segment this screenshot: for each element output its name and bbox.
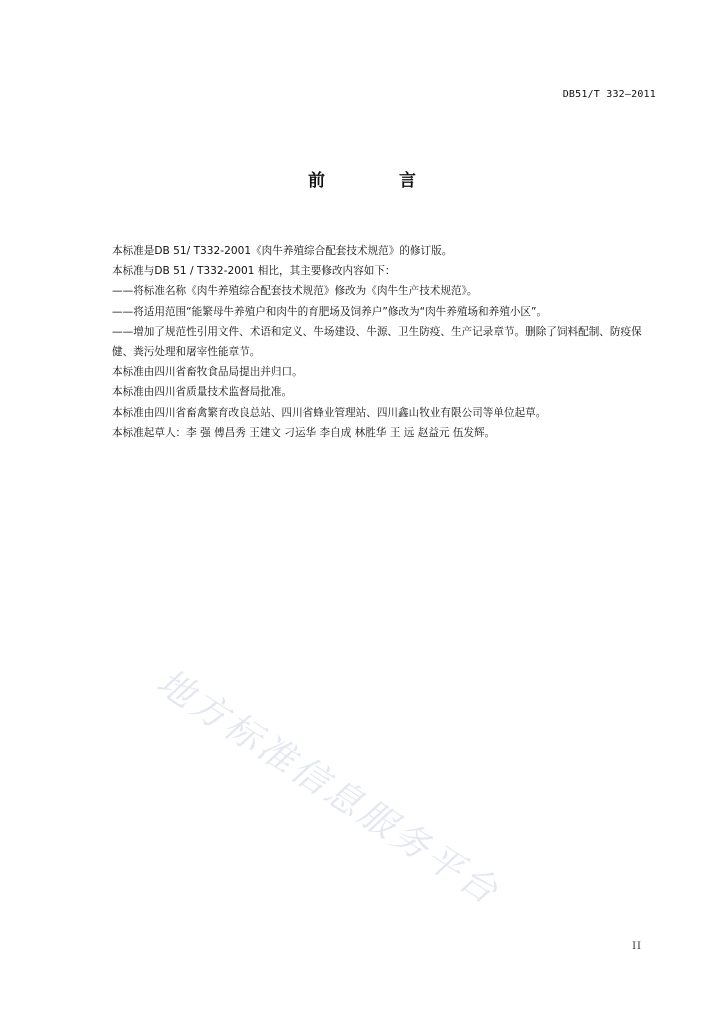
- paragraph-proposer: 本标准由四川省畜牧食品局提出并归口。: [112, 366, 303, 379]
- paragraph-revision-note: 本标准是DB 51/ T332-2001《肉牛养殖综合配套技术规范》的修订版。: [112, 245, 453, 257]
- paragraph-approver: 本标准由四川省质量技术监督局批准。: [112, 386, 293, 399]
- paragraph-change-chapters: ——增加了规范性引用文件、术语和定义、牛场建设、牛源、卫生防疫、生产记录章节。删除了饲料配制、防疫保健、粪污处理和屠宰性能章节。: [112, 325, 642, 359]
- paragraph-changes-intro: 本标准与DB 51 / T332-2001 相比，其主要修改内容如下：: [112, 265, 396, 278]
- paragraph-drafting-units: 本标准由四川省畜禽繁育改良总站、四川省蜂业管理站、四川鑫山牧业有限公司等单位起草。: [112, 406, 547, 419]
- watermark-text: 地方标准信息服务平台: [149, 661, 508, 914]
- standard-code: DB51/T 332—2011: [562, 89, 656, 100]
- page-title: 前 言: [308, 171, 450, 191]
- paragraph-drafters: 本标准起草人：李 强 傅昌秀 王建文 刁运华 李自成 林胜华 王 远 赵益元 伍发辉。: [112, 426, 496, 439]
- paragraph-change-scope: ——将适用范围“能繁母牛养殖户和肉牛的育肥场及饲养户”修改为“肉牛养殖场和养殖小区”。: [112, 305, 548, 318]
- preface-body: [112, 241, 660, 443]
- paragraph-change-title: ——将标准名称《肉牛养殖综合配套技术规范》修改为《肉牛生产技术规范》。: [112, 285, 478, 298]
- page-number: II: [632, 941, 642, 952]
